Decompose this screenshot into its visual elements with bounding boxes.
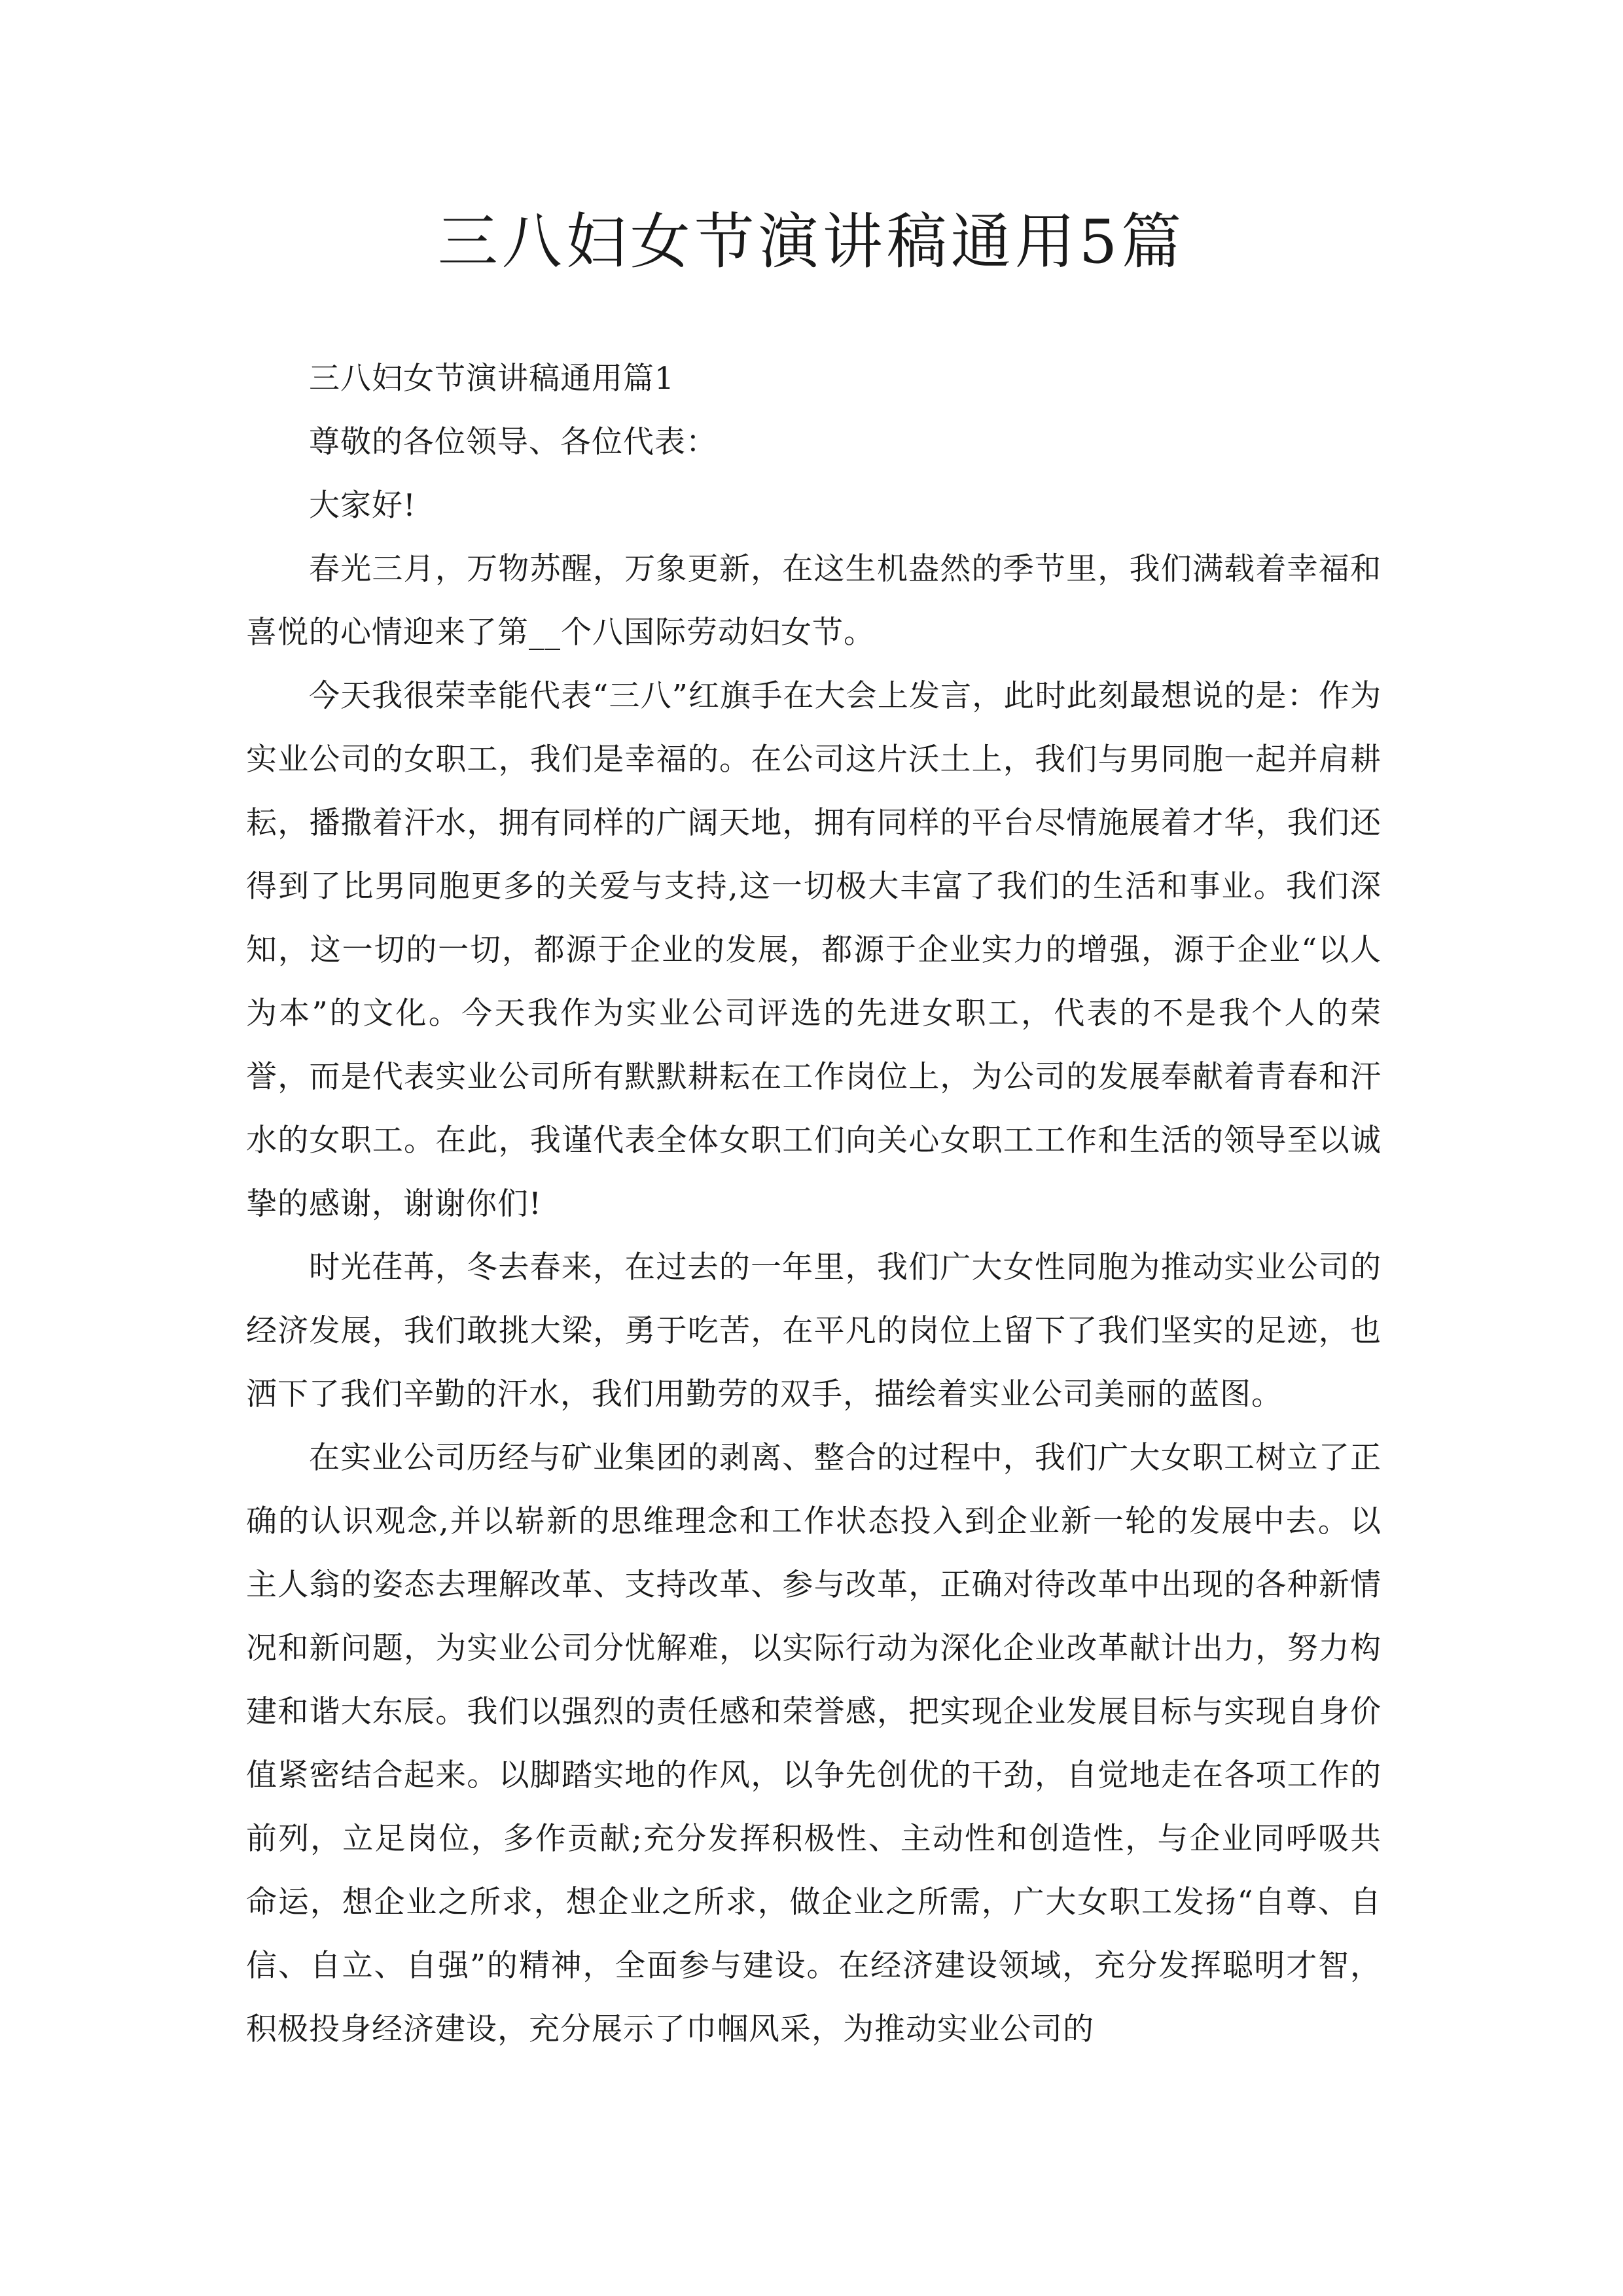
document-body (246, 347, 1382, 2061)
section-heading: 三八妇女节演讲稿通用篇1 (309, 361, 675, 397)
body-paragraph: 春光三月，万物苏醒，万象更新，在这生机盎然的季节里，我们满载着幸福和喜悦的心情迎来了第__个八国际劳动妇女节。 (246, 551, 1382, 651)
greeting: 大家好! (309, 488, 416, 524)
body-paragraph: 今天我很荣幸能代表“三八”红旗手在大会上发言，此时此刻最想说的是：作为实业公司的女职工，我们是幸福的。在公司这片沃土上，我们与男同胞一起并肩耕耘，播撒着汗水，拥有同样的广阔天地，拥有同样的平台尽情施展着才华，我们还得到了比男同胞更多的关爱与支持,这一切极大丰富了我们的生活和事业。我们深知，这一切的一切，都源于企业的发展，都源于企业实力的增强，源于企业“以人为本”的文化。今天我作为实业公司评选的先进女职工，代表的不是我个人的荣誉，而是代表实业公司所有默默耕耘在工作岗位上，为公司的发展奉献着青春和汗水的女职工。在此，我谨代表全体女职工们向关心女职工工作和生活的领导至以诚挚的感谢，谢谢你们! (246, 678, 1382, 1222)
body-paragraph: 在实业公司历经与矿业集团的剥离、整合的过程中，我们广大女职工树立了正确的认识观念,并以崭新的思维理念和工作状态投入到企业新一轮的发展中去。以主人翁的姿态去理解改革、支持改革、参与改革，正确对待改革中出现的各种新情况和新问题，为实业公司分忧解难，以实际行动为深化企业改革献计出力，努力构建和谐大东辰。我们以强烈的责任感和荣誉感，把实现企业发展目标与实现自身价值紧密结合起来。以脚踏实地的作风，以争先创优的干劲，自觉地走在各项工作的前列，立足岗位，多作贡献;充分发挥积极性、主动性和创造性，与企业同呼吸共命运，想企业之所求，想企业之所求，做企业之所需，广大女职工发扬“自尊、自信、自立、自强”的精神，全面参与建设。在经济建设领域，充分发挥聪明才智，积极投身经济建设，充分展示了巾帼风采，为推动实业公司的 (246, 1440, 1382, 2047)
document-title: 三八妇女节演讲稿通用5篇 (437, 207, 1186, 277)
body-paragraph: 时光荏苒，冬去春来，在过去的一年里，我们广大女性同胞为推动实业公司的经济发展，我们敢挑大梁，勇于吃苦，在平凡的岗位上留下了我们坚实的足迹，也洒下了我们辛勤的汗水，我们用勤劳的双手，描绘着实业公司美丽的蓝图。 (246, 1249, 1382, 1412)
salutation: 尊敬的各位领导、各位代表： (309, 424, 717, 460)
